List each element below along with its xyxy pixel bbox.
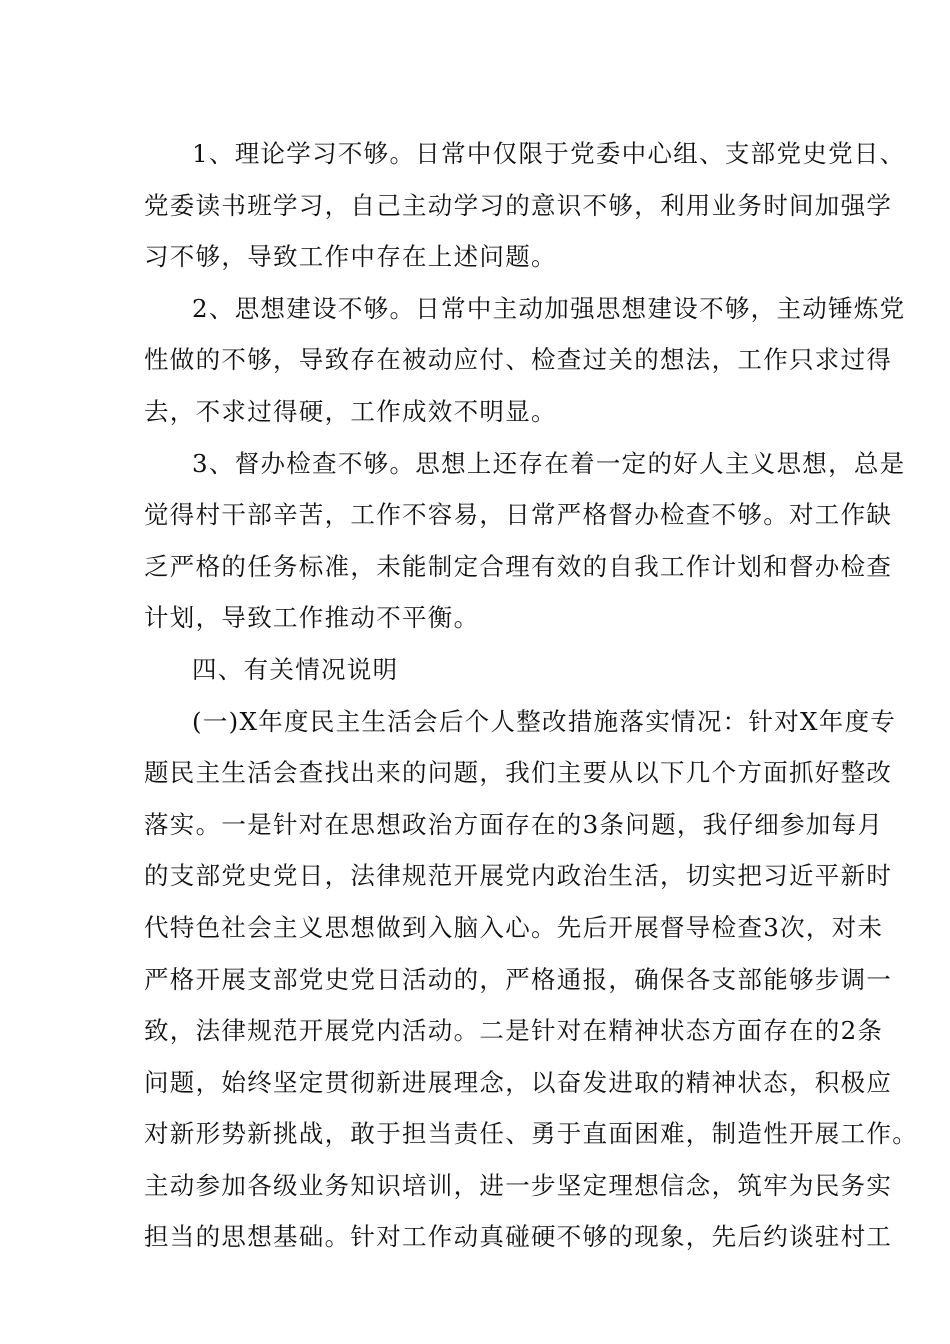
text-line: 致，法律规范开展党内活动。二是针对在精神状态方面存在的2条 bbox=[144, 1016, 884, 1046]
text-line: 3、督办检查不够。思想上还存在着一定的好人主义思想，总是 bbox=[192, 448, 906, 478]
text-line: 党委读书班学习，自己主动学习的意识不够，利用业务时间加强学 bbox=[144, 190, 893, 220]
document-body bbox=[144, 128, 918, 1263]
text-line: 觉得村干部辛苦，工作不容易，日常严格督办检查不够。对工作缺 bbox=[144, 500, 893, 530]
text-line: 2、思想建设不够。日常中主动加强思想建设不够，主动锤炼党 bbox=[192, 293, 906, 323]
section-heading: 四、有关情况说明 bbox=[192, 654, 399, 684]
text-line: 去，不求过得硬，工作成效不明显。 bbox=[144, 396, 557, 426]
text-line: 题民主生活会查找出来的问题，我们主要从以下几个方面抓好整改 bbox=[144, 758, 893, 788]
text-line: 1、理论学习不够。日常中仅限于党委中心组、支部党史党日、 bbox=[192, 139, 906, 168]
text-line: 的支部党史党日，法律规范开展党内政治生活，切实把习近平新时 bbox=[144, 861, 893, 891]
text-line: 代特色社会主义思想做到入脑入心。先后开展督导检查3次，对未 bbox=[144, 912, 884, 942]
text-line: 对新形势新挑战，敢于担当责任、勇于直面困难，制造性开展工作。 bbox=[144, 1119, 918, 1149]
text-line: 习不够，导致工作中存在上述问题。 bbox=[144, 242, 557, 272]
text-line: 担当的思想基础。针对工作动真碰硬不够的现象，先后约谈驻村工 bbox=[144, 1222, 893, 1252]
text-line: (一)X年度民主生活会后个人整改措施落实情况：针对X年度专 bbox=[192, 706, 897, 736]
text-line: 主动参加各级业务知识培训，进一步坚定理想信念，筑牢为民务实 bbox=[144, 1170, 893, 1200]
text-line: 落实。一是针对在思想政治方面存在的3条问题，我仔细参加每月 bbox=[144, 809, 884, 839]
text-line: 计划，导致工作推动不平衡。 bbox=[144, 603, 480, 633]
text-line: 性做的不够，导致存在被动应付、检查过关的想法，工作只求过得 bbox=[144, 345, 893, 375]
text-line: 乏严格的任务标准，未能制定合理有效的自我工作计划和督办检查 bbox=[144, 551, 893, 581]
text-line: 问题，始终坚定贯彻新进展理念，以奋发进取的精神状态，积极应 bbox=[144, 1067, 893, 1097]
text-line: 严格开展支部党史党日活动的，严格通报，确保各支部能够步调一 bbox=[144, 964, 893, 994]
